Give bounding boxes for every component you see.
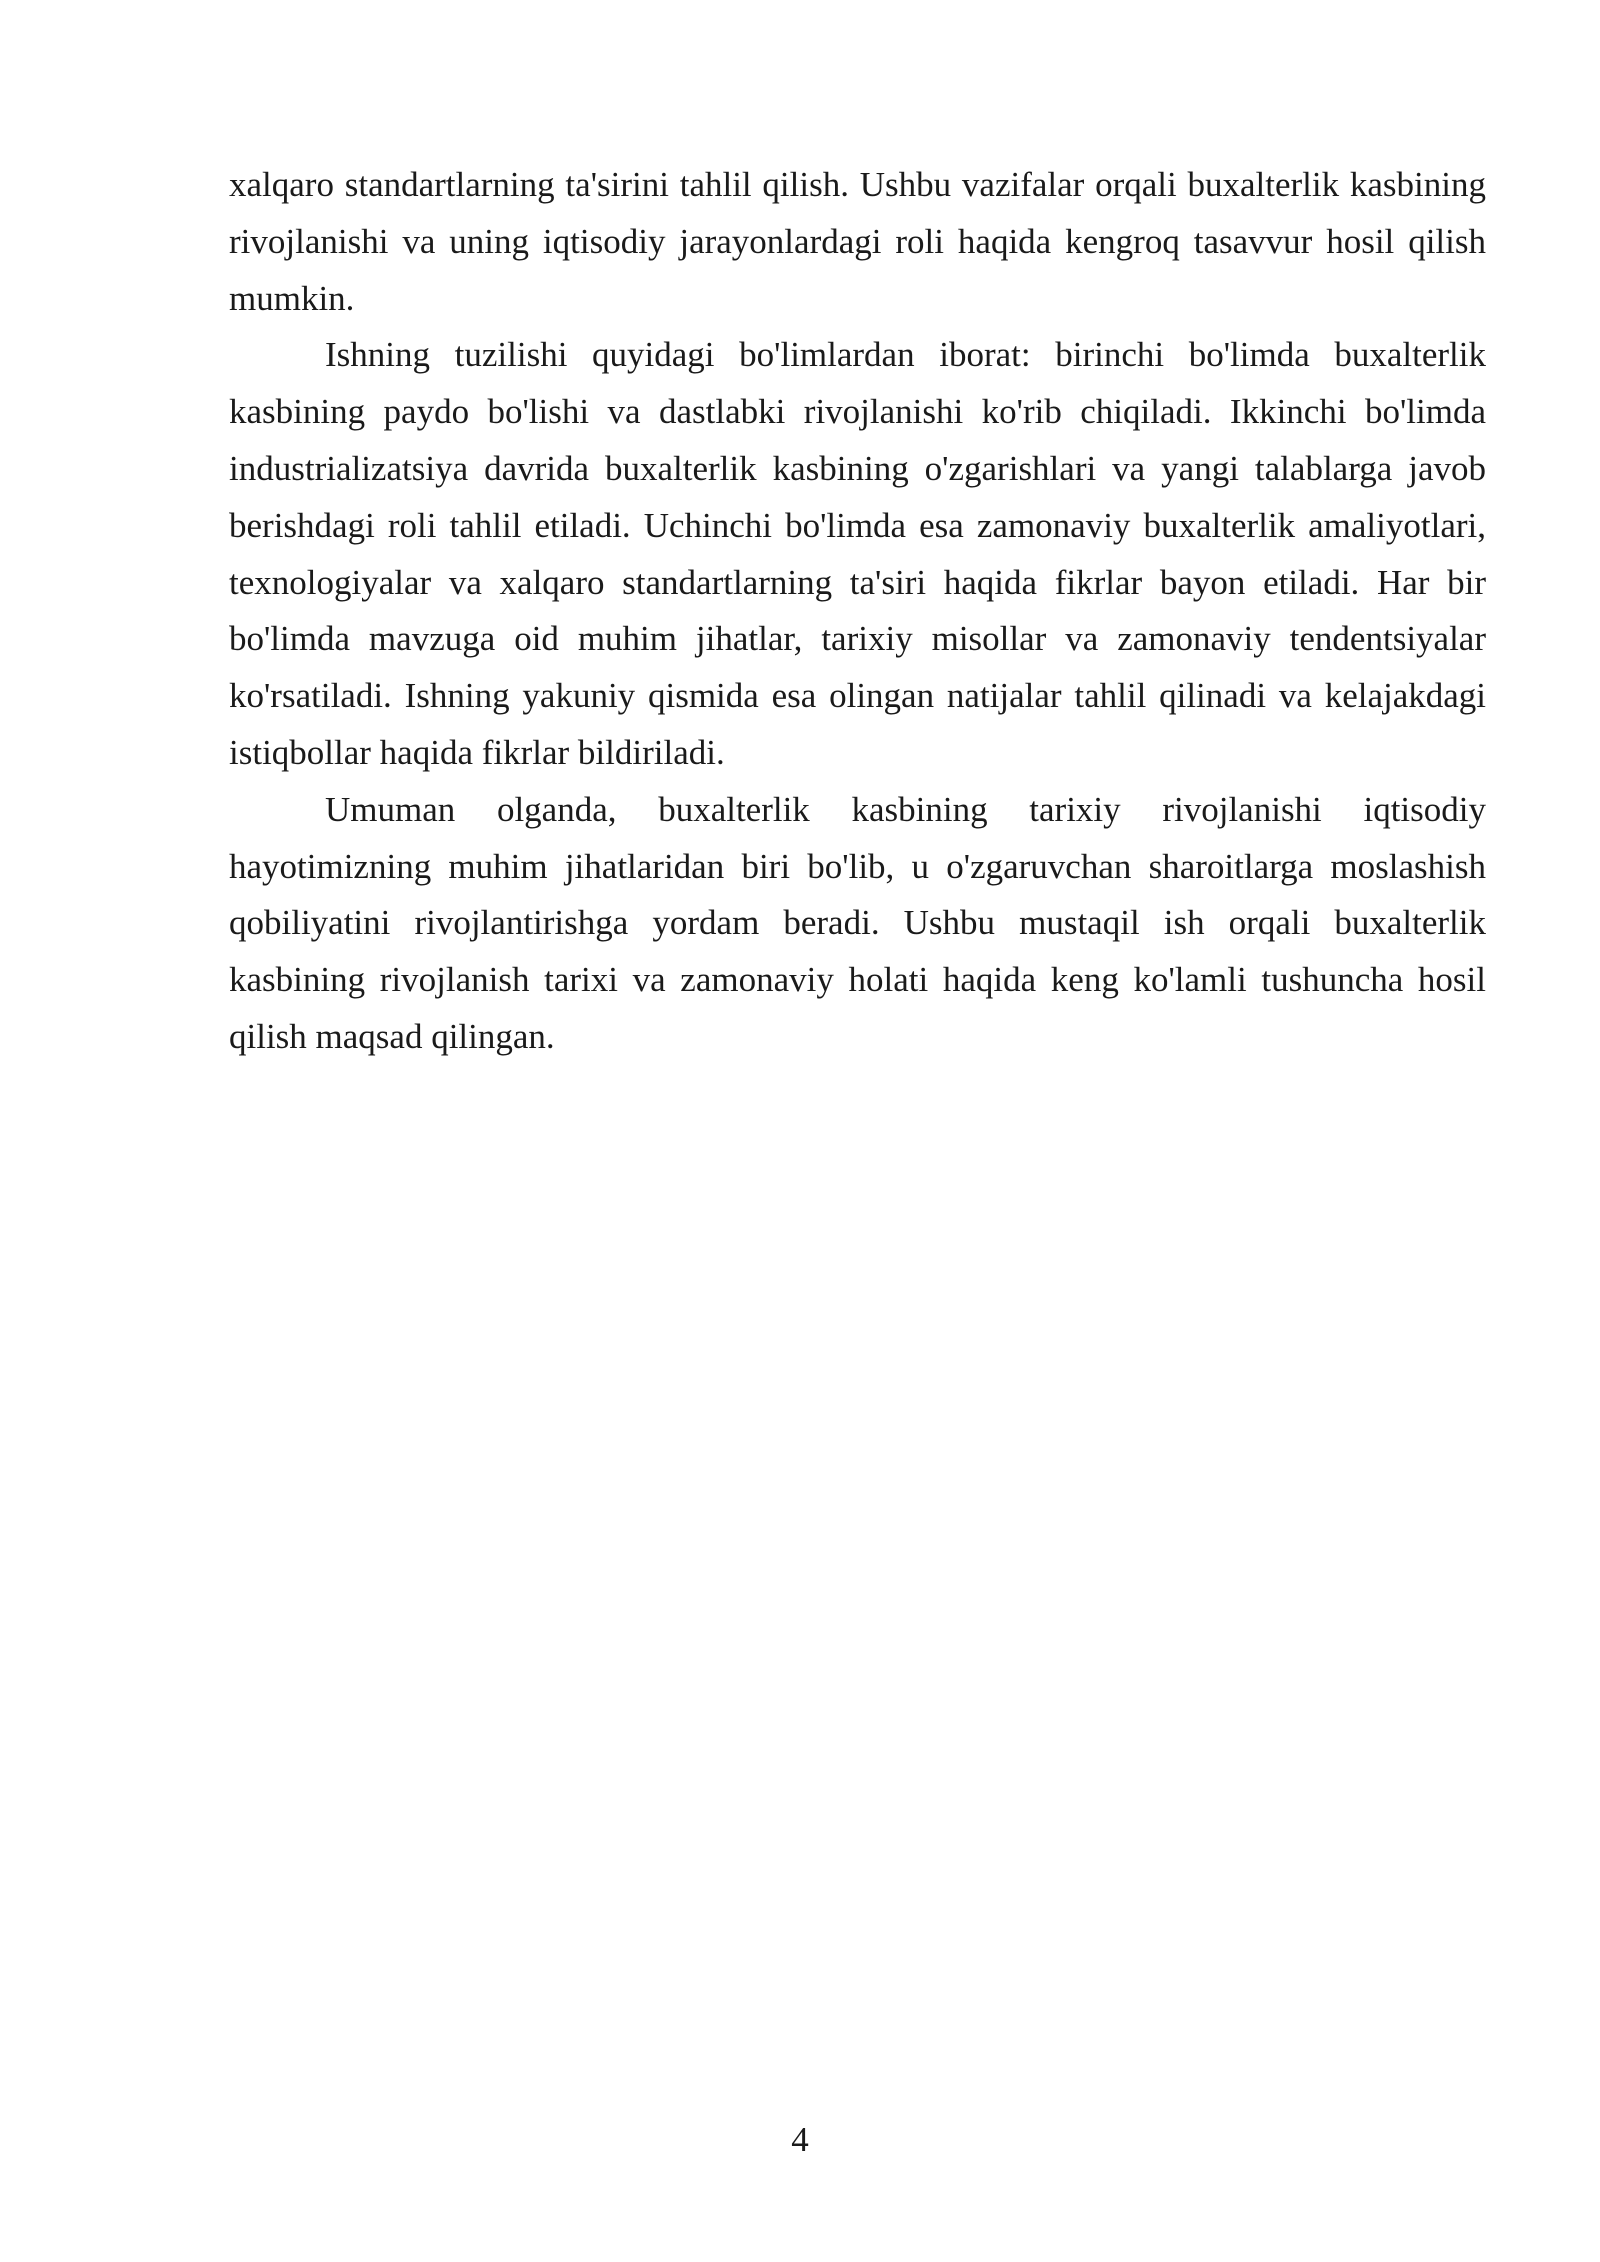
paragraph-structure: Ishning tuzilishi quyidagi bo'limlardan iborat: birinchi bo'limda buxalterlik kasbining paydo bo'lishi va dastlabki rivojlanishi ko'rib chiqiladi. Ikkinchi bo'limda industrializatsiya davrida buxalterlik kasbining o'zgarishlari va yangi talablarga javob berishdagi roli tahlil etiladi. Uchinchi bo'limda esa zamonaviy buxalterlik amaliyotlari, texnologiyalar va xalqaro standartlarning ta'siri haqida fikrlar bayon etiladi. Har bir bo'limda mavzuga oid muhim jihatlar, tarixiy misollar va zamonaviy tendentsiyalar ko'rsatiladi. Ishning yakuniy qismida esa olingan natijalar tahlil qilinadi va kelajakdagi istiqbollar haqida fikrlar bildiriladi. (229, 335, 1486, 772)
paragraph-conclusion: Umuman olganda, buxalterlik kasbining tarixiy rivojlanishi iqtisodiy hayotimizning muhim jihatlaridan biri bo'lib, u o'zgaruvchan sharoitlarga moslashish qobiliyatini rivojlantirishga yordam beradi. Ushbu mustaqil ish orqali buxalterlik kasbining rivojlanish tarixi va zamonaviy holati haqida keng ko'lamli tushuncha hosil qilish maqsad qilingan. (229, 789, 1486, 1056)
paragraph-continuation: xalqaro standartlarning ta'sirini tahlil qilish. Ushbu vazifalar orqali buxalterlik kasbining rivojlanishi va uning iqtisodiy jarayonlardagi roli haqida kengroq tasavvur hosil qilish mumkin. (229, 165, 1486, 318)
page-number: 4 (791, 2120, 809, 2159)
body-text (229, 157, 1486, 1066)
